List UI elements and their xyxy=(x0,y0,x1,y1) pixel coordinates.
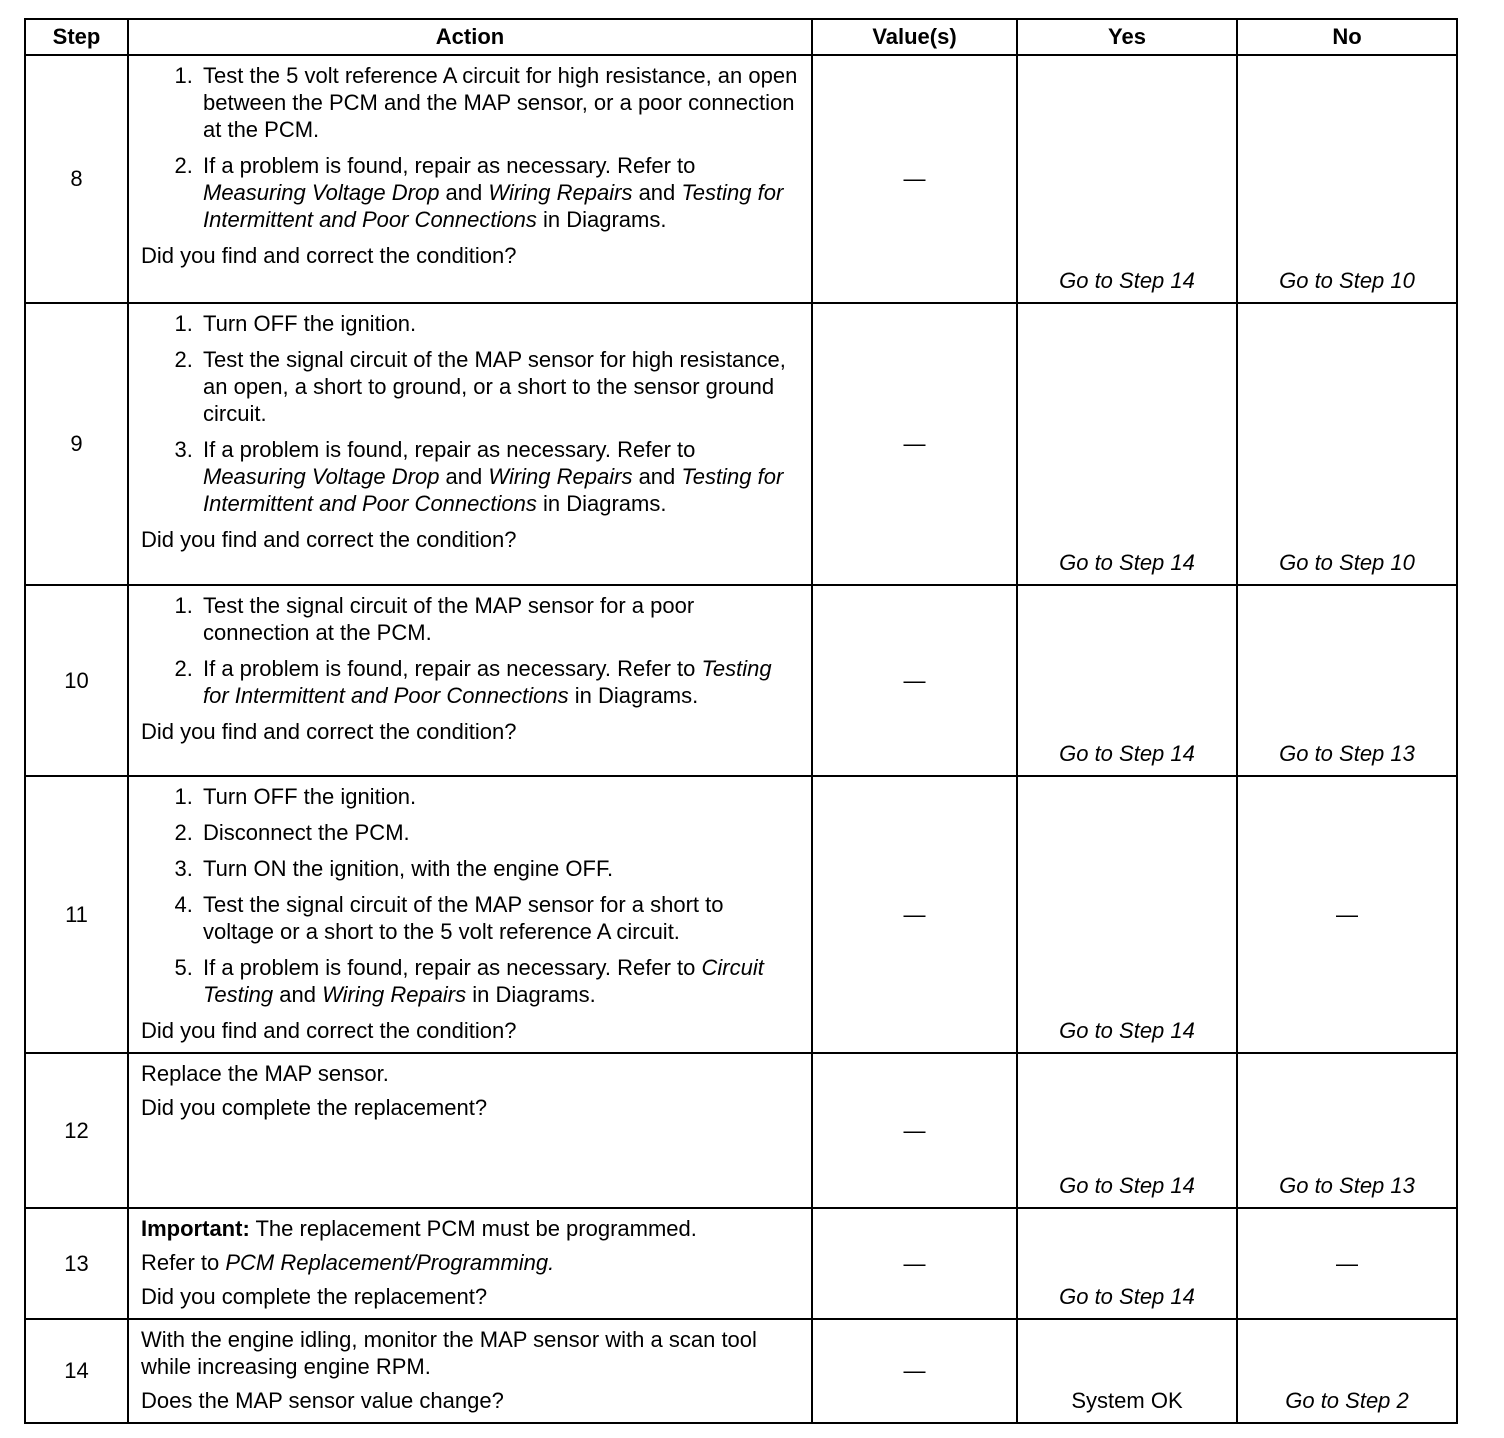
table-row xyxy=(25,585,1457,776)
no-cell: Go to Step 2 xyxy=(1237,1319,1457,1423)
step-number: 13 xyxy=(25,1208,128,1319)
header-action: Action xyxy=(128,19,812,55)
no-cell: Go to Step 10 xyxy=(1237,55,1457,303)
list-item: 1. Turn OFF the ignition. xyxy=(199,783,799,810)
no-cell: Go to Step 13 xyxy=(1237,1053,1457,1208)
action-text: Replace the MAP sensor. xyxy=(141,1061,389,1086)
step-number: 14 xyxy=(25,1319,128,1423)
list-item: 3. If a problem is found, repair as necessary. Refer to Measuring Voltage Drop and Wiring Repairs and Testing for Intermittent and Poor Connections in Diagrams. xyxy=(199,436,799,517)
list-item: 1. Turn OFF the ignition. xyxy=(199,310,799,337)
action-question: Does the MAP sensor value change? xyxy=(141,1388,504,1413)
step-number: 8 xyxy=(25,55,128,303)
action-question: Did you complete the replacement? xyxy=(141,1284,488,1309)
step-number: 9 xyxy=(25,303,128,585)
value-cell: — xyxy=(812,303,1017,585)
yes-cell: System OK xyxy=(1017,1319,1237,1423)
action-question: Did you find and correct the condition? xyxy=(141,719,517,744)
table-row xyxy=(25,1053,1457,1208)
no-cell: — xyxy=(1237,1208,1457,1319)
header-step: Step xyxy=(25,19,128,55)
header-yes: Yes xyxy=(1017,19,1237,55)
list-item: 2. If a problem is found, repair as necessary. Refer to Testing for Intermittent and Poor Connections in Diagrams. xyxy=(199,655,799,709)
no-cell: Go to Step 13 xyxy=(1237,585,1457,776)
yes-cell: Go to Step 14 xyxy=(1017,585,1237,776)
value-cell: — xyxy=(812,55,1017,303)
list-item: 2. If a problem is found, repair as necessary. Refer to Measuring Voltage Drop and Wiring Repairs and Testing for Intermittent and Poor Connections in Diagrams. xyxy=(199,152,799,233)
value-cell: — xyxy=(812,776,1017,1053)
yes-cell: Go to Step 14 xyxy=(1017,1053,1237,1208)
value-cell: — xyxy=(812,1053,1017,1208)
action-cell xyxy=(128,585,812,776)
refer-note: Refer to PCM Replacement/Programming. xyxy=(141,1250,555,1275)
table-row xyxy=(25,776,1457,1053)
header-no: No xyxy=(1237,19,1457,55)
list-item: 5. If a problem is found, repair as necessary. Refer to Circuit Testing and Wiring Repairs in Diagrams. xyxy=(199,954,799,1008)
action-question: Did you find and correct the condition? xyxy=(141,1018,517,1043)
step-number: 11 xyxy=(25,776,128,1053)
diagnostic-table xyxy=(24,18,1458,1424)
action-list xyxy=(141,62,799,233)
step-number: 10 xyxy=(25,585,128,776)
no-cell: Go to Step 10 xyxy=(1237,303,1457,585)
action-cell xyxy=(128,1208,812,1319)
list-item: 2. Test the signal circuit of the MAP sensor for high resistance, an open, a short to ground, or a short to the sensor ground circuit. xyxy=(199,346,799,427)
action-cell xyxy=(128,1319,812,1423)
action-cell xyxy=(128,776,812,1053)
list-item: 1. Test the 5 volt reference A circuit for high resistance, an open between the PCM and the MAP sensor, or a poor connection at the PCM. xyxy=(199,62,799,143)
action-list xyxy=(141,592,799,709)
action-cell xyxy=(128,55,812,303)
action-question: Did you find and correct the condition? xyxy=(141,243,517,268)
value-cell: — xyxy=(812,1208,1017,1319)
list-item: 1. Test the signal circuit of the MAP sensor for a poor connection at the PCM. xyxy=(199,592,799,646)
action-question: Did you find and correct the condition? xyxy=(141,527,517,552)
no-cell: — xyxy=(1237,776,1457,1053)
action-list xyxy=(141,783,799,1008)
yes-cell: Go to Step 14 xyxy=(1017,776,1237,1053)
table-row xyxy=(25,303,1457,585)
action-cell xyxy=(128,1053,812,1208)
yes-cell: Go to Step 14 xyxy=(1017,303,1237,585)
step-number: 12 xyxy=(25,1053,128,1208)
value-cell: — xyxy=(812,585,1017,776)
header-values: Value(s) xyxy=(812,19,1017,55)
table-row xyxy=(25,1208,1457,1319)
action-question: Did you complete the replacement? xyxy=(141,1095,488,1120)
header-row xyxy=(25,19,1457,55)
table-row xyxy=(25,55,1457,303)
list-item: 4. Test the signal circuit of the MAP sensor for a short to voltage or a short to the 5 volt reference A circuit. xyxy=(199,891,799,945)
action-cell xyxy=(128,303,812,585)
table-row xyxy=(25,1319,1457,1423)
yes-cell: Go to Step 14 xyxy=(1017,1208,1237,1319)
list-item: 3. Turn ON the ignition, with the engine OFF. xyxy=(199,855,799,882)
value-cell: — xyxy=(812,1319,1017,1423)
list-item: 2. Disconnect the PCM. xyxy=(199,819,799,846)
action-list xyxy=(141,310,799,517)
important-note: Important: The replacement PCM must be programmed. xyxy=(141,1216,697,1241)
action-text: With the engine idling, monitor the MAP sensor with a scan tool while increasing engine RPM. xyxy=(141,1327,757,1379)
yes-cell: Go to Step 14 xyxy=(1017,55,1237,303)
